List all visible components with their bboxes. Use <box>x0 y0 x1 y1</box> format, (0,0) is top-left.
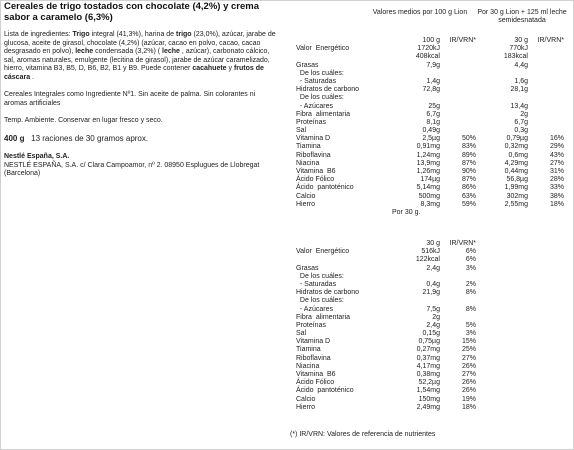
nutrient-value: 87% <box>461 159 476 167</box>
nutrient-label: Tiamina <box>296 346 321 354</box>
nutrient-value: 21,9g <box>422 289 440 297</box>
nutrient-value: 87% <box>461 176 476 184</box>
ingredients-list: Lista de ingredientes: Trigo integral (41,3%), harina de trigo (23,0%), azúcar, jarabe de glucosa, aceite de girasol, chocolate (4,2%) (azúcar, cacao en polvo, cacao, cacao desgrasado en polvo), leche condensada (3,2%) ( leche , azúcar), carbonato cálcico, sal, aromas naturales, emulgente (lecitina de girasol), jarabe de azúcar caramelizado, hierro, vitamina B3, B5, D, B6, B2, B1 y B9. Puede contener cacahuete y frutos de cáscara . <box>4 31 276 81</box>
nutrient-label: Fibra alimentaria <box>296 110 351 118</box>
nutrient-label: Ácido Fólico <box>296 379 335 387</box>
nutrient-label: Grasas <box>296 264 319 272</box>
nutrient-label: Proteínas <box>296 321 326 329</box>
nutrient-label: De los cuáles: <box>296 94 344 102</box>
table-row <box>296 111 568 119</box>
table-row <box>296 322 496 330</box>
nutrient-label: Sal <box>296 127 307 135</box>
nutrient-label: De los cuáles: <box>296 297 344 305</box>
servings-count: 13 raciones de 30 gramos aprox. <box>31 133 149 143</box>
table-row <box>296 346 496 354</box>
table-row <box>296 45 568 53</box>
table-row <box>296 119 568 127</box>
nutrient-value: 4,4g <box>514 61 528 69</box>
table1-col-header-100g: Valores medios por 100 g Lion <box>372 9 468 16</box>
nutrient-value: 6,7g <box>426 110 440 118</box>
table-subheader: IR/VRN* <box>449 37 476 44</box>
table-row <box>296 103 568 111</box>
nutrient-value: 7,9g <box>426 61 440 69</box>
nutrient-value: 6% <box>465 256 476 264</box>
nutrient-label: Vitamina B6 <box>296 168 336 175</box>
nutrient-value: 63% <box>461 192 476 200</box>
table-row <box>296 306 496 314</box>
table2-col-header: Por 30 g. <box>392 209 421 216</box>
table-row <box>296 387 496 395</box>
nutrient-value: 4,29mg <box>504 159 528 167</box>
nutrient-value: 2,4g <box>426 321 440 329</box>
nutrient-value: 26% <box>461 379 476 387</box>
nutrient-value: 408kcal <box>415 53 440 61</box>
nutrient-label: Tiamina <box>296 143 321 151</box>
nutrient-value: 770kJ <box>509 45 528 53</box>
nutrient-label: Niacina <box>296 159 320 167</box>
table-row <box>296 355 496 363</box>
nutrient-value: 1,54mg <box>416 387 440 395</box>
nutrient-value: 1,99mg <box>504 184 528 192</box>
nutrient-value: 13,4g <box>510 102 528 110</box>
table-row <box>296 330 496 338</box>
nutrient-value: 3% <box>465 264 476 272</box>
table-row <box>296 248 496 256</box>
table-subheader: 30 g <box>426 240 440 247</box>
nutrient-value: 72,8g <box>422 86 440 94</box>
nutrient-value: 59% <box>461 200 476 208</box>
table-row <box>296 86 568 94</box>
nutrient-label: Vitamina D <box>296 338 331 346</box>
nutrient-value: 1720kJ <box>417 45 440 53</box>
nutrient-value: 19% <box>461 395 476 403</box>
nutrient-value: 18% <box>549 200 564 208</box>
nutrient-label: De los cuáles: <box>296 69 344 77</box>
nutrient-label: Riboflavina <box>296 354 331 362</box>
nutrient-value: 8% <box>465 289 476 297</box>
table-row <box>296 135 568 143</box>
nutrient-label: Hidratos de carbono <box>296 86 360 94</box>
nutrient-value: 4,17mg <box>416 362 440 370</box>
product-title: Cereales de trigo tostados con chocolate (4,2%) y crema sabor a caramelo (6,3%) <box>4 1 260 23</box>
nutrient-value: 0,27mg <box>416 346 440 354</box>
table-row <box>296 273 496 281</box>
nutrient-value: 1,6g <box>514 77 528 85</box>
table-row <box>296 338 496 346</box>
table-row <box>296 371 496 379</box>
nutrient-label: Riboflavina <box>296 151 331 159</box>
nutrient-value: 0,38mg <box>416 371 440 378</box>
nutrient-label: Fibra alimentaria <box>296 313 351 321</box>
nutrient-label: Ácido pantoténico <box>296 387 354 395</box>
product-info <box>4 2 280 179</box>
table-subheader: 100 g <box>422 37 440 44</box>
nutrient-label: Ácido pantoténico <box>296 184 354 192</box>
nutrient-value: 38% <box>549 192 564 200</box>
nutrient-value: 8,1g <box>426 118 440 126</box>
nutrient-value: 0,3g <box>514 127 528 135</box>
nutrient-value: 86% <box>461 184 476 192</box>
table-row <box>296 70 568 78</box>
nutrient-label: Vitamina D <box>296 135 331 143</box>
nutrient-value: 302mg <box>506 192 528 200</box>
table-row <box>296 396 496 404</box>
nutrient-value: 16% <box>549 135 564 143</box>
nutrient-value: 56,8µg <box>506 176 528 184</box>
nutrient-value: 90% <box>461 168 476 175</box>
table-subheader-row <box>296 37 568 45</box>
nutrient-value: 43% <box>549 151 564 159</box>
nutrient-value: 0,75µg <box>418 338 440 346</box>
nutrient-value: 2,55mg <box>504 200 528 208</box>
nutrient-value: 500mg <box>418 192 440 200</box>
nutrient-value: 0,4g <box>426 280 440 288</box>
nutrient-value: 83% <box>461 143 476 151</box>
nutrient-value: 2,49mg <box>416 403 440 411</box>
nutrient-value: 29% <box>549 143 564 151</box>
nutrient-label: Calcio <box>296 192 316 200</box>
table-row <box>296 289 496 297</box>
nutrient-value: 25g <box>428 102 440 110</box>
table-row <box>296 53 568 61</box>
nutrient-value: 2% <box>465 280 476 288</box>
table-row <box>296 127 568 135</box>
company-address: NESTLÉ ESPAÑA, S.A. c/ Clara Campoamor, nº 2. 08950 Esplugues de Llobregat (Barcelona) <box>4 161 260 177</box>
table-row <box>296 184 568 192</box>
table-row <box>296 404 496 412</box>
nutrient-value: 183kcal <box>503 53 528 61</box>
nutrient-value: 5,14mg <box>416 184 440 192</box>
nutrient-label: Ácido Fólico <box>296 176 335 184</box>
table-row <box>296 143 568 151</box>
nutrient-value: 0,6mg <box>508 151 528 159</box>
nutrient-value: 50% <box>461 135 476 143</box>
nutrient-label: Valor Energético <box>296 248 350 256</box>
table-subheader: 30 g <box>514 37 528 44</box>
table-row <box>296 297 496 305</box>
table-subheader: IR/VRN* <box>449 240 476 247</box>
table-subheader: IR/VRN* <box>537 37 564 44</box>
nutrient-value: 26% <box>461 362 476 370</box>
nutrient-label: - Azúcares <box>296 305 333 313</box>
nutrient-label: Niacina <box>296 362 320 370</box>
nutrient-value: 26% <box>461 387 476 395</box>
nutrient-value: 52,2µg <box>418 379 440 387</box>
nutrient-value: 0,15g <box>422 330 440 338</box>
nutrient-value: 6,7g <box>514 118 528 126</box>
nutrient-value: 27% <box>549 159 564 167</box>
product-claims: Cereales Integrales como Ingrediente Nº1. Sin aceite de palma. Sin colorantes ni aromas artificiales <box>4 91 256 107</box>
nutrient-value: 7,5g <box>426 305 440 313</box>
nutrient-value: 89% <box>461 151 476 159</box>
nutrient-value: 33% <box>549 184 564 192</box>
nutrient-label: Sal <box>296 330 307 338</box>
nutrient-label: Grasas <box>296 61 319 69</box>
nutrient-value: 516kJ <box>421 248 440 256</box>
nutrient-value: 122kcal <box>415 256 440 264</box>
nutrient-label: Hierro <box>296 403 316 411</box>
weight-servings <box>4 135 280 144</box>
nutrient-value: 0,79µg <box>506 135 528 143</box>
nutrient-value: 0,32mg <box>504 143 528 151</box>
storage-info: Temp. Ambiente. Conservar en lugar fresco y seco. <box>4 117 163 124</box>
nutrient-value: 5% <box>465 321 476 329</box>
nutrient-value: 1,24mg <box>416 151 440 159</box>
nutrient-value: 3% <box>465 330 476 338</box>
table-row <box>296 160 568 168</box>
table-row <box>296 265 496 273</box>
nutrient-value: 0,91mg <box>416 143 440 151</box>
nutrition-table-30g <box>296 240 496 412</box>
nutrient-label: Hidratos de carbono <box>296 289 360 297</box>
table-row <box>296 314 496 322</box>
table-row <box>296 363 496 371</box>
nutrient-value: 2,4g <box>426 264 440 272</box>
table-row <box>296 168 568 176</box>
table-subheader-row <box>296 240 496 248</box>
nutrient-value: 0,37mg <box>416 354 440 362</box>
nutrient-value: 8% <box>465 305 476 313</box>
net-weight: 400 g <box>4 133 25 143</box>
table-row <box>296 62 568 70</box>
nutrient-value: 28% <box>549 176 564 184</box>
table-row <box>296 281 496 289</box>
nutrient-label: Hierro <box>296 200 316 208</box>
nutrient-value: 1,26mg <box>416 168 440 175</box>
nutrient-label: Proteínas <box>296 118 326 126</box>
table-row <box>296 94 568 102</box>
nutrient-value: 15% <box>461 338 476 346</box>
nutrient-label: - Saturadas <box>296 280 337 288</box>
table-row <box>296 78 568 86</box>
nutrient-label: Calcio <box>296 395 316 403</box>
nutrient-label: De los cuáles: <box>296 272 344 280</box>
nutrition-table-100g <box>296 37 568 209</box>
table-row <box>296 256 496 264</box>
company-name: Nestlé España, S.A. <box>4 153 70 160</box>
nutrient-value: 6% <box>465 248 476 256</box>
nutrient-value: 27% <box>461 371 476 378</box>
footnote: (*) IR/VRN: Valores de referencia de nutrientes <box>290 431 436 438</box>
nutrient-value: 0,49g <box>422 127 440 135</box>
nutrient-value: 25% <box>461 346 476 354</box>
table-row <box>296 201 568 209</box>
nutrient-value: 1,4g <box>426 77 440 85</box>
nutrient-value: 2g <box>520 110 528 118</box>
nutrient-label: - Azúcares <box>296 102 333 110</box>
nutrient-label: Valor Energético <box>296 45 350 53</box>
nutrient-value: 174µg <box>420 176 440 184</box>
table1-col-header-serving: Por 30 g Lion + 125 ml leche semidesnatada <box>477 9 567 24</box>
nutrient-value: 18% <box>461 403 476 411</box>
nutrient-value: 8,3mg <box>420 200 440 208</box>
nutrient-value: 0,44mg <box>504 168 528 175</box>
nutrient-value: 13,9mg <box>416 159 440 167</box>
table-row <box>296 152 568 160</box>
nutrient-value: 31% <box>549 168 564 175</box>
nutrient-value: 28,1g <box>510 86 528 94</box>
nutrient-value: 2g <box>432 313 440 321</box>
nutrient-label: - Saturadas <box>296 77 337 85</box>
table-row <box>296 193 568 201</box>
nutrient-value: 150mg <box>418 395 440 403</box>
nutrient-value: 27% <box>461 354 476 362</box>
nutrient-value: 2,5µg <box>422 135 440 143</box>
nutrient-label: Vitamina B6 <box>296 371 336 378</box>
